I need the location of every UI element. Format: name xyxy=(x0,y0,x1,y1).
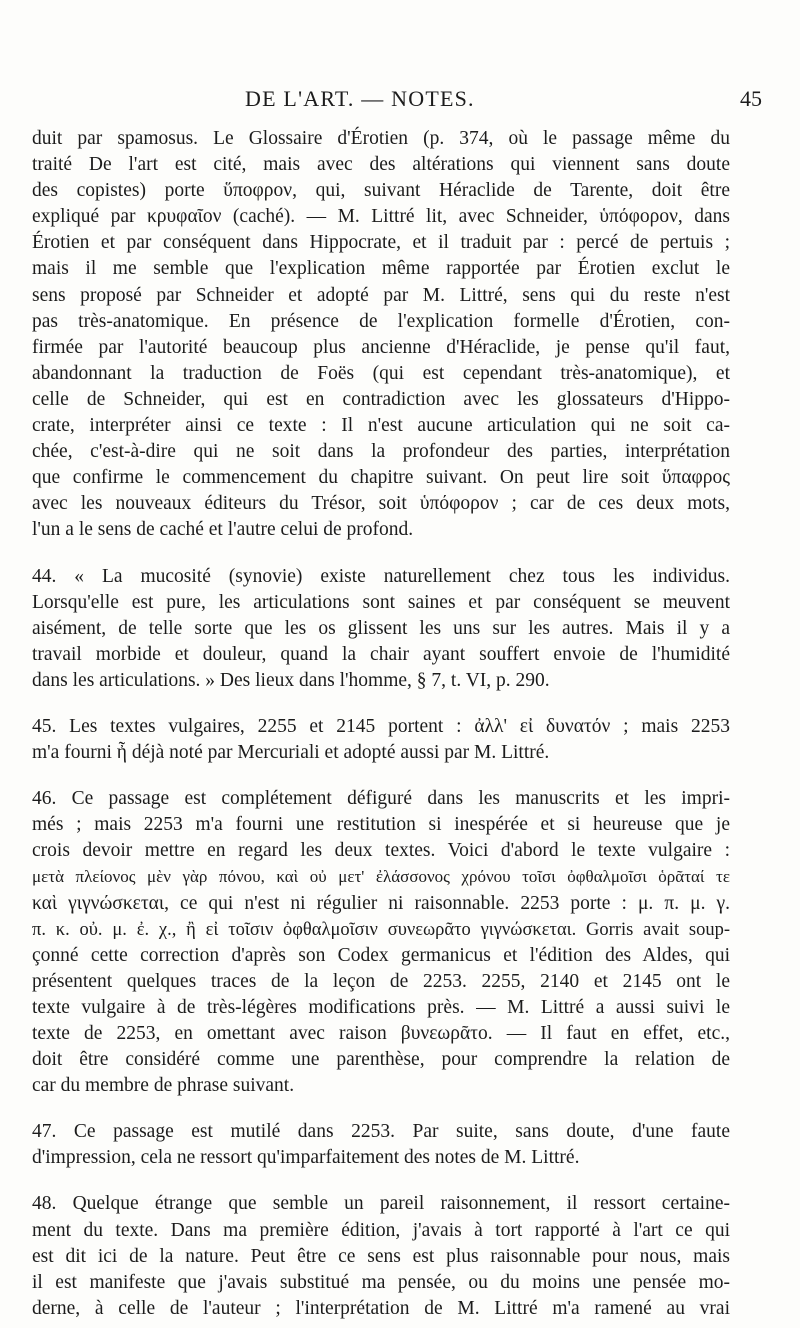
text-line: καὶ γιγνώσκεται, ce qui n'est ni régulier ni raisonnable. 2253 porte : μ. π. μ. γ. xyxy=(32,892,730,914)
text-line: duit par spamosus. Le Glossaire d'Érotien (p. 374, où le passage même du xyxy=(32,128,730,149)
paragraph-gap xyxy=(32,694,730,714)
text-line: chée, c'est-à-dire qui ne soit dans la profondeur des parties, interprétation xyxy=(32,441,730,463)
text-line: crois devoir mettre en regard les deux textes. Voici d'abord le texte vulgaire : xyxy=(32,840,730,862)
text-line: m'a fourni ἦ déjà noté par Mercuriali et adopté aussi par M. Littré. xyxy=(32,742,550,764)
text-line: traité De l'art est cité, mais avec des altérations qui viennent sans doute xyxy=(32,154,730,176)
paragraph-gap xyxy=(32,766,730,786)
text-line: pas très-anatomique. En présence de l'explication formelle d'Érotien, con- xyxy=(32,310,730,332)
text-line: avec les nouveaux éditeurs du Trésor, soit ὑπόφορον ; car de ces deux mots, xyxy=(32,493,730,515)
running-head-title: DE L'ART. — NOTES. xyxy=(245,86,475,111)
text-line: travail morbide et douleur, quand la chair ayant souffert envoie de l'humidité xyxy=(32,643,730,665)
text-line: π. κ. οὐ. μ. ἐ. χ., ἢ εἰ τοῖσιν ὀφθαλμοῖσιν συνεωρᾶτο γιγνώσκεται. Gorris avait soup- xyxy=(32,919,730,940)
text-line: 46. Ce passage est complétement défiguré dans les manuscrits et les impri- xyxy=(32,788,730,810)
paragraph-gap xyxy=(32,1099,730,1119)
text-line: Lorsqu'elle est pure, les articulations sont saines et par conséquent se meuvent xyxy=(32,591,730,613)
text-line: 45. Les textes vulgaires, 2255 et 2145 portent : ἀλλ' εἰ δυνατόν ; mais 2253 xyxy=(32,715,730,737)
text-line: çonné cette correction d'après son Codex germanicus et l'édition des Aldes, qui xyxy=(32,944,730,966)
text-line: est dit ici de la nature. Peut être ce sens est plus raisonnable pour nous, mais xyxy=(32,1245,730,1267)
text-line: l'un a le sens de caché et l'autre celui de profond. xyxy=(32,519,414,541)
text-line: firmée par l'autorité beaucoup plus ancienne d'Héraclide, je pense qu'il faut, xyxy=(32,336,730,358)
text-line: des copistes) porte ὕποφρον, qui, suivant Héraclide de Tarente, doit être xyxy=(32,180,730,202)
text-line: sens proposé par Schneider et adopté par M. Littré, sens qui du reste n'est xyxy=(32,284,730,306)
text-line: car du membre de phrase suivant. xyxy=(32,1075,295,1097)
running-head xyxy=(0,86,800,116)
text-line: 44. « La mucosité (synovie) existe naturellement chez tous les individus. xyxy=(32,565,730,587)
text-line: expliqué par κρυφαῖον (caché). — M. Littré lit, avec Schneider, ὑπόφορον, dans xyxy=(32,206,730,228)
note-46 xyxy=(32,786,730,1099)
text-line: d'impression, cela ne ressort qu'imparfaitement des notes de M. Littré. xyxy=(32,1147,580,1169)
text-line: Érotien et par conséquent dans Hippocrate, et il traduit par : percé de pertuis ; xyxy=(32,232,730,254)
text-line: μετὰ πλείονος μὲν γὰρ πόνου, καὶ οὐ μετ' ἐλάσσονος χρόνου τοῖσι ὀφθαλμοῖσι ὁρᾶταί τε xyxy=(32,867,730,887)
text-line: doit être considéré comme une parenthèse, pour comprendre la relation de xyxy=(32,1049,730,1071)
text-line: abandonnant la traduction de Foës (qui est cependant très-anatomique), et xyxy=(32,362,730,384)
text-line: crate, interpréter ainsi ce texte : Il n'est aucune articulation qui ne soit ca- xyxy=(32,415,730,437)
text-line: celle de Schneider, qui est en contradiction avec les glossateurs d'Hippo- xyxy=(32,388,730,410)
text-line: texte vulgaire à de très-légères modifications près. — M. Littré a aussi suivi le xyxy=(32,996,730,1018)
paragraph-gap xyxy=(32,1171,730,1191)
text-line: dans les articulations. » Des lieux dans l'homme, § 7, t. VI, p. 290. xyxy=(32,669,550,691)
text-line: aisément, de telle sorte que les os glissent les uns sur les autres. Mais il y a xyxy=(32,617,730,639)
text-line: més ; mais 2253 m'a fourni une restitution si inespérée et si heureuse que je xyxy=(32,814,730,836)
body-text xyxy=(32,126,730,1322)
note-47 xyxy=(32,1119,730,1171)
paragraph-gap xyxy=(32,544,730,564)
text-line: 48. Quelque étrange que semble un pareil raisonnement, il ressort certaine- xyxy=(32,1193,730,1215)
text-line: texte de 2253, en omettant avec raison βυνεωρᾶτο. — Il faut en effet, etc., xyxy=(32,1023,730,1044)
page-number: 45 xyxy=(740,86,762,111)
note-48 xyxy=(32,1191,730,1321)
text-line: derne, à celle de l'auteur ; l'interprétation de M. Littré m'a ramené au vrai xyxy=(32,1297,730,1319)
text-line: que confirme le commencement du chapitre suivant. On peut lire soit ὕπαφρος xyxy=(32,467,730,489)
note-44 xyxy=(32,564,730,694)
text-line: 47. Ce passage est mutilé dans 2253. Par suite, sans doute, d'une faute xyxy=(32,1121,730,1143)
text-line: ment du texte. Dans ma première édition, j'avais à tort rapporté à l'art ce qui xyxy=(32,1219,730,1241)
text-line: il est manifeste que j'avais substitué ma pensée, ou du moins une pensée mo- xyxy=(32,1271,730,1293)
note-continuation-paragraph xyxy=(32,126,730,544)
note-45 xyxy=(32,714,730,766)
text-line: mais il me semble que l'explication même rapportée par Érotien exclut le xyxy=(32,258,730,280)
text-line: présentent quelques traces de la leçon de 2253. 2255, 2140 et 2145 ont le xyxy=(32,970,730,992)
